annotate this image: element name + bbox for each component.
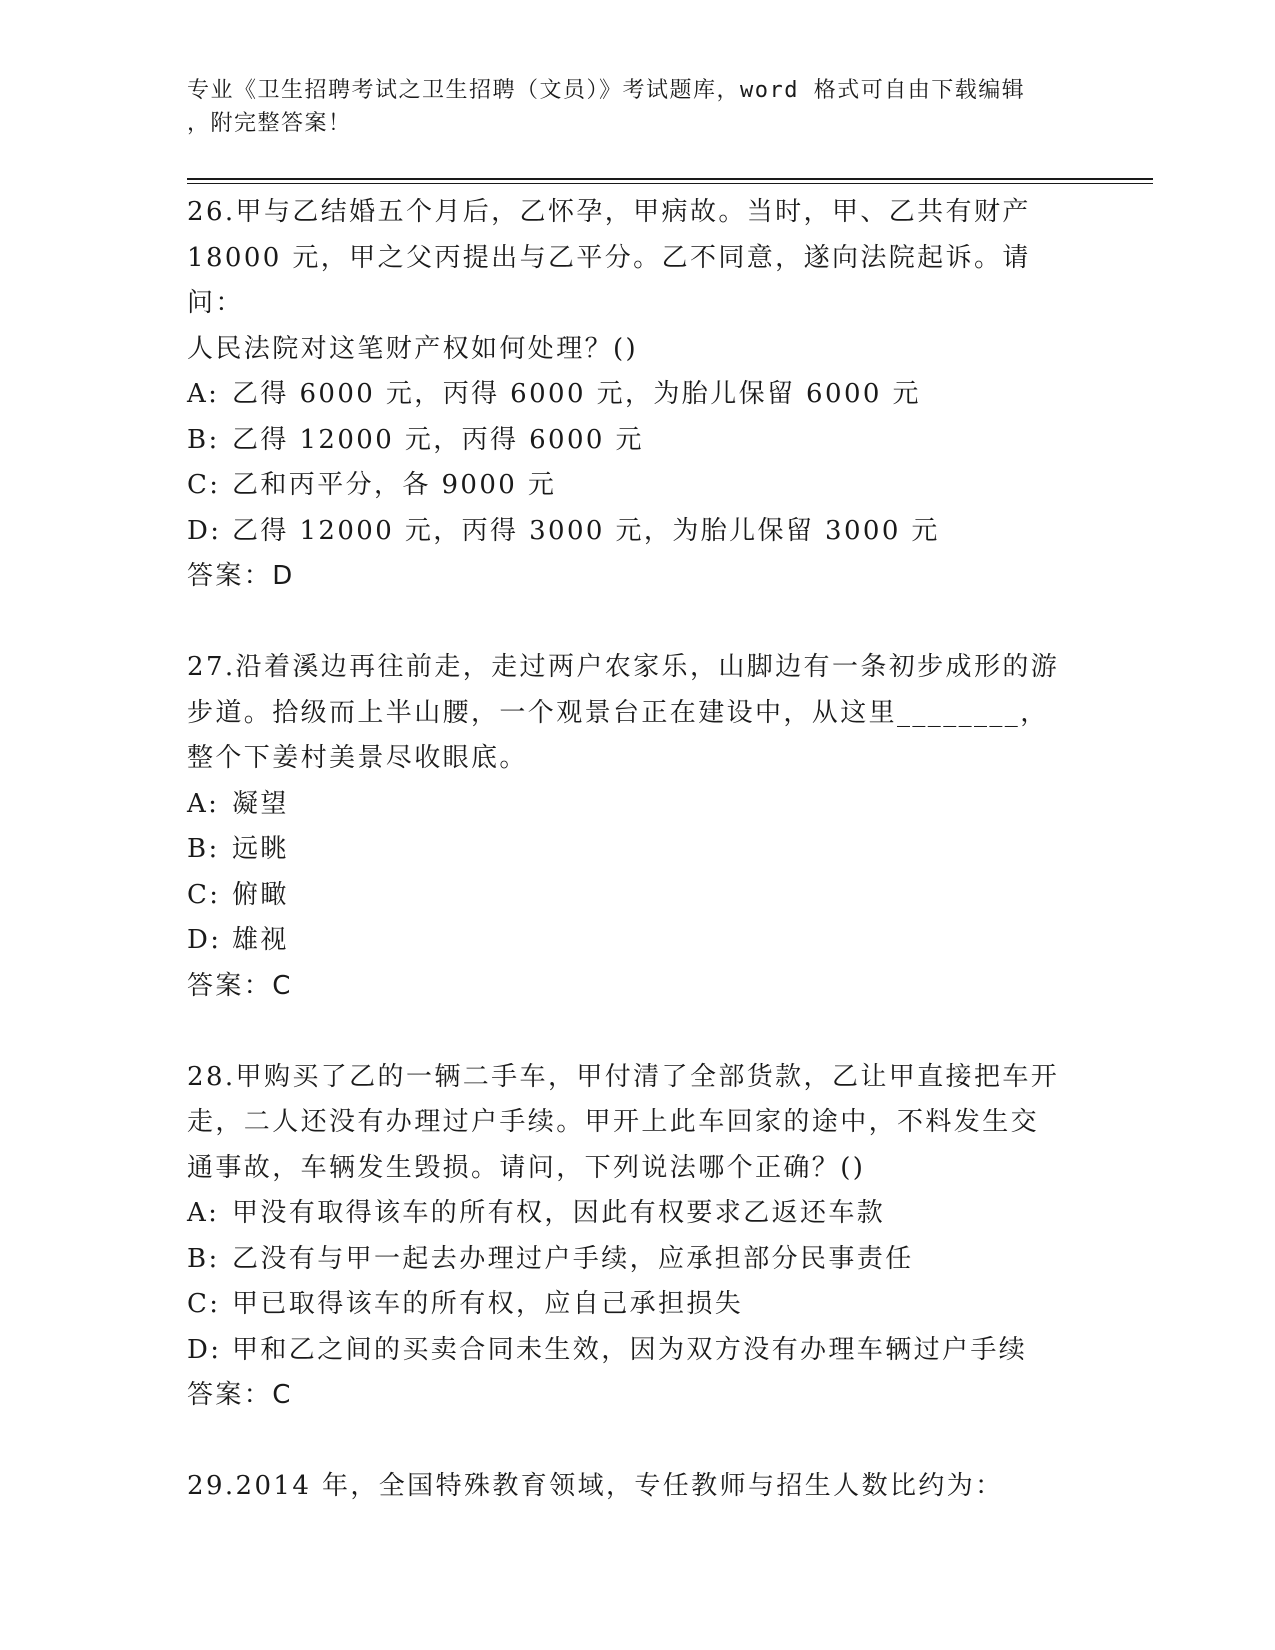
option-key: A:	[187, 379, 220, 409]
option-c	[187, 463, 1087, 509]
option-text: 俯瞰	[232, 879, 289, 910]
option-text: 雄视	[232, 925, 289, 955]
option-a	[187, 782, 1087, 828]
question-stem-line: 27.沿着溪边再往前走，走过两户农家乐，山脚边有一条初步成形的游	[187, 652, 1060, 682]
header-line-2: ，附完整答案！	[187, 111, 352, 136]
question-27	[187, 645, 1087, 1009]
question-26	[187, 190, 1087, 600]
header-line-1: 专业《卫生招聘考试之卫生招聘（文员）》考试题库，word 格式可自由下载编辑	[187, 78, 1026, 103]
header-divider-thin	[187, 183, 1153, 184]
question-28	[187, 1055, 1087, 1419]
option-text: 凝望	[232, 788, 289, 819]
option-text: 甲没有取得该车的所有权，因此有权要求乙返还车款	[232, 1198, 886, 1228]
question-stem-line: 26.甲与乙结婚五个月后，乙怀孕，甲病故。当时，甲、乙共有财产	[187, 197, 1031, 227]
option-text: 甲和乙之间的买卖合同未生效，因为双方没有办理车辆过户手续	[232, 1334, 1028, 1365]
option-key: C:	[187, 1289, 221, 1319]
option-text: 乙和丙平分，各 9000 元	[232, 470, 557, 500]
option-key: C:	[187, 470, 221, 500]
option-b	[187, 827, 1087, 873]
question-stem-line: 29.2014 年，全国特殊教育领域，专任教师与招生人数比约为：	[187, 1471, 1004, 1501]
option-d	[187, 1328, 1087, 1374]
question-spacer	[187, 600, 1087, 646]
question-spacer	[187, 1419, 1087, 1465]
option-d	[187, 918, 1087, 964]
option-key: A:	[187, 788, 220, 819]
question-list	[187, 190, 1087, 1510]
option-key: D:	[187, 1334, 222, 1365]
option-text: 乙得 12000 元，丙得 3000 元，为胎儿保留 3000 元	[232, 515, 940, 546]
option-c	[187, 873, 1087, 919]
option-key: C:	[187, 879, 221, 910]
option-a	[187, 372, 1087, 418]
option-key: B:	[187, 1243, 220, 1274]
option-key: D:	[187, 515, 222, 546]
question-stem-line: 通事故，车辆发生毁损。请问，下列说法哪个正确？()	[187, 1152, 866, 1183]
option-d	[187, 509, 1087, 555]
question-stem-line: 人民法院对这笔财产权如何处理？()	[187, 333, 639, 364]
option-a	[187, 1191, 1087, 1237]
question-stem-line: 走，二人还没有办理过户手续。甲开上此车回家的途中，不料发生交	[187, 1107, 1040, 1137]
question-stem-line: 28.甲购买了乙的一辆二手车，甲付清了全部货款，乙让甲直接把车开	[187, 1061, 1060, 1092]
answer-line: 答案：D	[187, 561, 295, 591]
option-b	[187, 1237, 1087, 1283]
question-stem-line: 整个下姜村美景尽收眼底。	[187, 743, 528, 773]
option-key: B:	[187, 424, 220, 455]
answer-line: 答案：C	[187, 1380, 293, 1410]
option-key: B:	[187, 834, 220, 864]
option-key: A:	[187, 1198, 220, 1228]
option-text: 乙没有与甲一起去办理过户手续，应承担部分民事责任	[232, 1243, 914, 1274]
question-spacer	[187, 1009, 1087, 1055]
option-key: D:	[187, 925, 222, 955]
option-b	[187, 418, 1087, 464]
question-stem-line: 步道。拾级而上半山腰，一个观景台正在建设中，从这里________，	[187, 697, 1049, 728]
document-header	[187, 74, 1067, 140]
option-text: 乙得 12000 元，丙得 6000 元	[232, 424, 644, 455]
question-29	[187, 1464, 1087, 1510]
header-divider-thick	[187, 178, 1153, 180]
option-text: 乙得 6000 元，丙得 6000 元，为胎儿保留 6000 元	[232, 379, 921, 409]
answer-line: 答案：C	[187, 970, 293, 1001]
option-c	[187, 1282, 1087, 1328]
option-text: 甲已取得该车的所有权，应自己承担损失	[232, 1289, 744, 1319]
question-stem-line: 18000 元，甲之父丙提出与乙平分。乙不同意，遂向法院起诉。请问：	[187, 242, 1031, 318]
option-text: 远眺	[232, 834, 289, 864]
